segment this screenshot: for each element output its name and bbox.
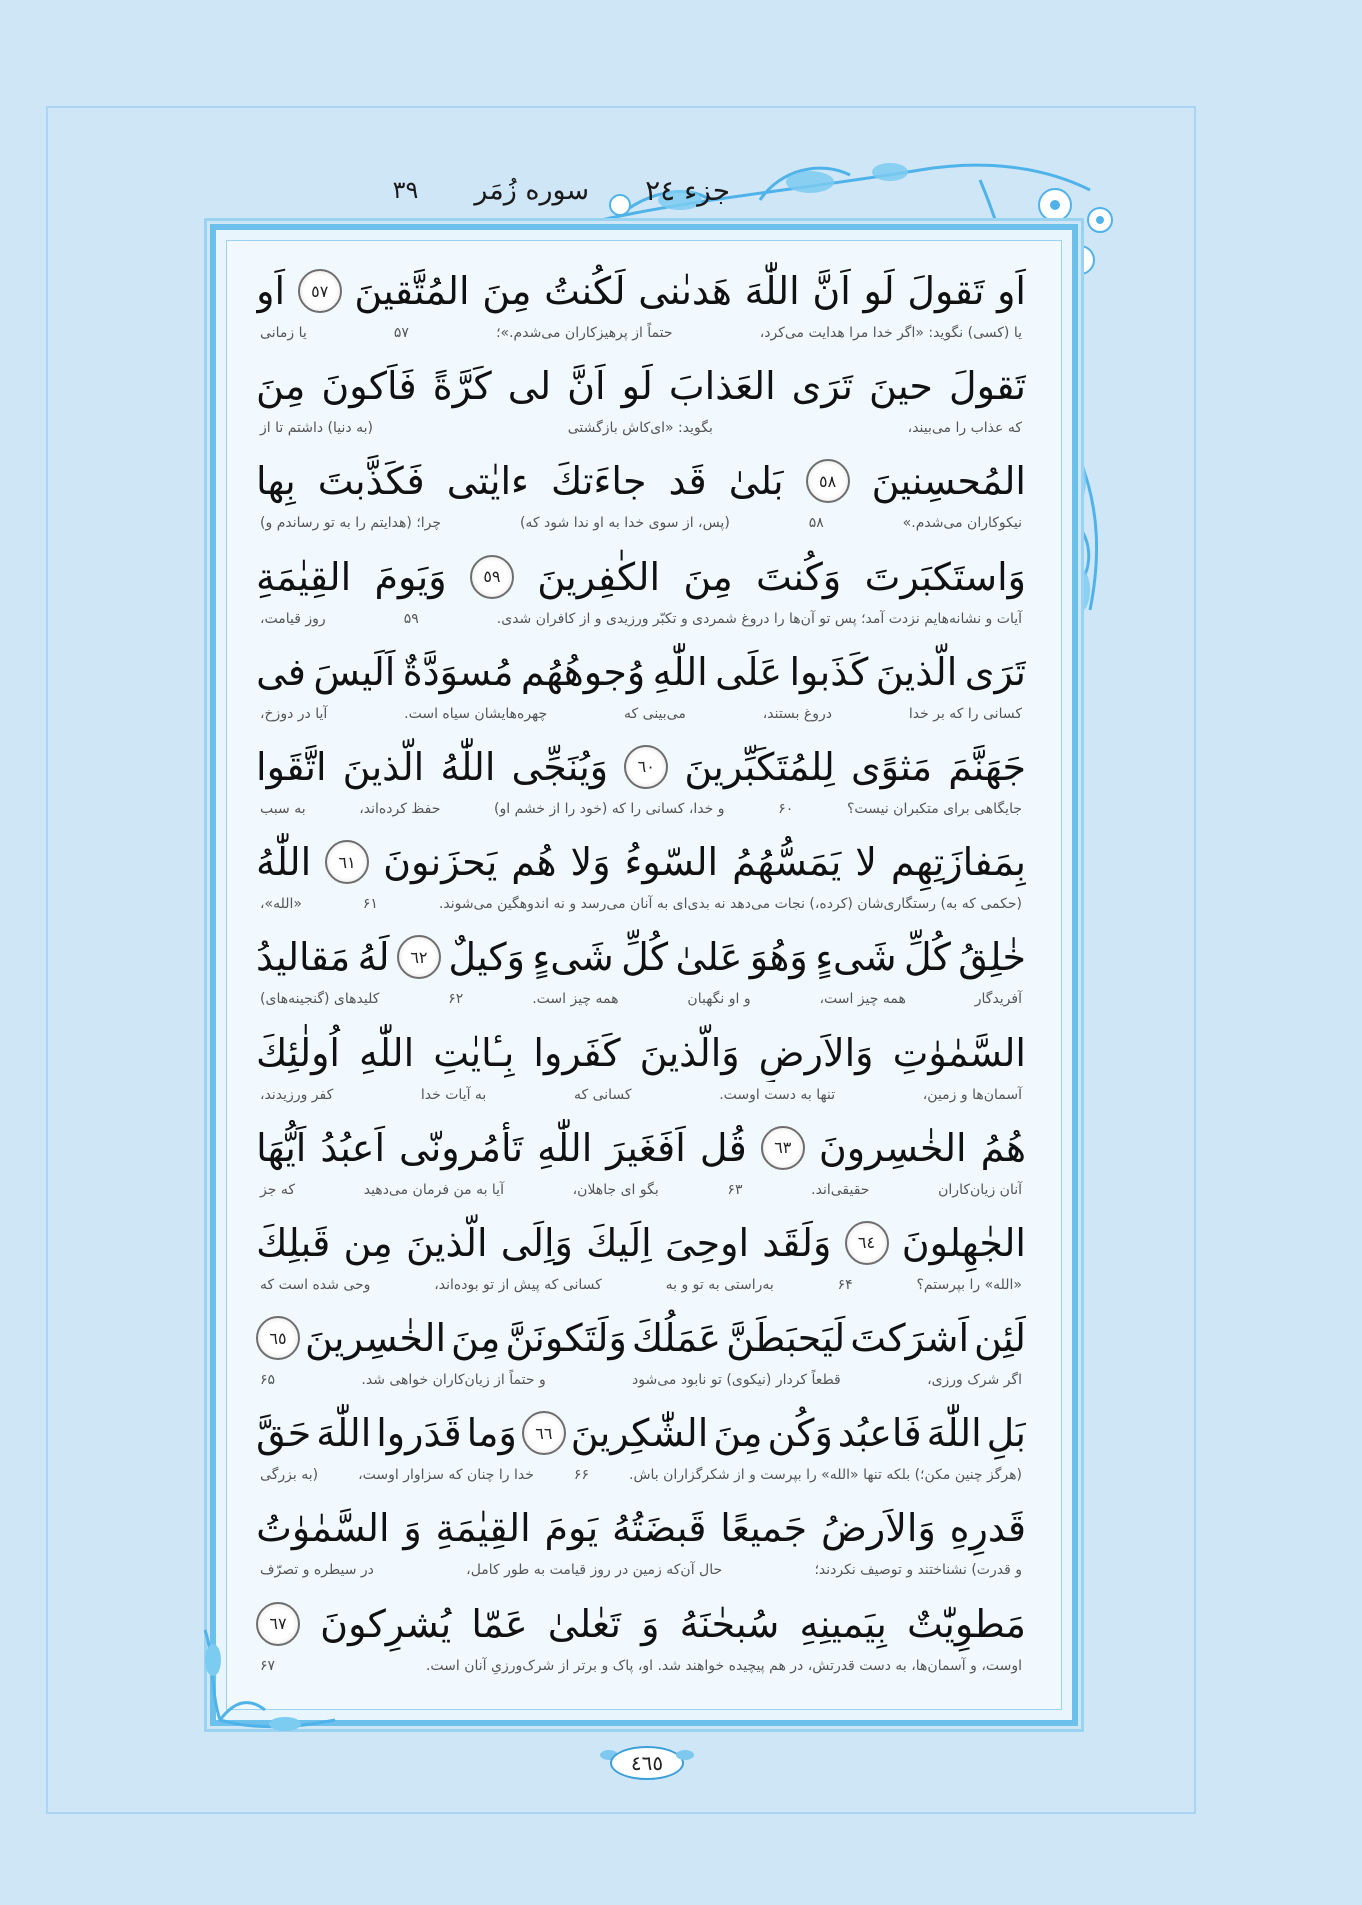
translation-segment: حفظ کرده‌اند،: [359, 800, 441, 817]
persian-translation: [256, 701, 1026, 727]
arabic-word: لَكُنتُ: [544, 269, 626, 313]
arabic-word: عَلَى: [715, 649, 783, 694]
page-number: ٤٦٥: [610, 1746, 684, 1780]
arabic-line: [256, 643, 1026, 701]
text-line: [256, 928, 1026, 1023]
arabic-word: مِنَ: [451, 1316, 501, 1361]
arabic-word: اَلَيسَ: [313, 649, 396, 694]
translation-segment: کسانی که: [573, 1086, 632, 1103]
arabic-word: تَقولَ: [907, 269, 985, 313]
arabic-word: وَكُن: [767, 1411, 833, 1456]
arabic-word: بَلِ: [986, 1411, 1026, 1456]
arabic-word: فَاعبُد: [837, 1411, 922, 1456]
ayah-number-marker: ٥٩: [470, 555, 514, 599]
translation-segment: و قدرت) نشناختند و توصیف نکردند؛: [814, 1562, 1022, 1579]
arabic-word: تَرَى: [791, 364, 853, 409]
arabic-word: كُلِّ: [621, 935, 669, 980]
arabic-line: [256, 452, 1026, 510]
arabic-word: يَمَسُّهُمُ: [732, 840, 842, 885]
translation-segment: ۵۷: [393, 325, 409, 341]
translation-segment: می‌بینی که: [624, 705, 686, 722]
text-line: [256, 1024, 1026, 1119]
text-line: [256, 357, 1026, 452]
arabic-word: وَيَومَ: [374, 554, 447, 599]
arabic-word: قَبلِكَ: [256, 1220, 331, 1265]
juz-label: جزء ٢٤: [645, 173, 730, 207]
arabic-word: اَنَّ: [812, 269, 851, 313]
text-line: [256, 833, 1026, 928]
persian-translation: [256, 1367, 1026, 1393]
arabic-word: قَدرِهِ: [949, 1506, 1026, 1551]
translation-segment: آیا به من فرمان می‌دهید: [363, 1181, 504, 1198]
translation-segment: اگر شرک ورزی،: [927, 1372, 1022, 1389]
translation-segment: آسمان‌ها و زمین،: [922, 1086, 1022, 1103]
translation-segment: آیا در دوزخ،: [260, 705, 328, 722]
arabic-word: مِنَ: [482, 269, 532, 313]
text-lines: [256, 262, 1026, 1690]
ayah-number-marker: ٦٢: [397, 935, 441, 979]
translation-segment: اوست، و آسمان‌ها، به دست قدرتش، در هم پیچیده خواهند شد. او، پاک و برتر از شرک‌ورزیِ آنان است.: [425, 1657, 1022, 1674]
arabic-word: تَأمُرونّى: [399, 1125, 524, 1170]
arabic-word: مِنَ: [713, 1411, 763, 1456]
arabic-word: بِها: [256, 459, 296, 504]
arabic-word: القِيٰمَةِ: [435, 1506, 531, 1551]
arabic-line: [256, 357, 1026, 415]
arabic-word: يُشرِكونَ: [320, 1601, 452, 1646]
arabic-word: بِيَمينِهِ: [799, 1601, 887, 1646]
arabic-word: وَكُنتَ: [756, 554, 842, 599]
arabic-word: اِلَيكَ: [586, 1220, 652, 1265]
arabic-word: اللّٰهَ: [926, 1411, 982, 1456]
arabic-word: جاءَتكَ: [550, 459, 647, 504]
translation-segment: (حکمی که به) رستگاری‌شان (کرده،) نجات می‌دهد نه بدی‌ای به آنان می‌رسد و نه اندوهگین می‌شوند.: [438, 896, 1022, 913]
arabic-word: السَّمٰوٰتِ: [892, 1030, 1026, 1075]
arabic-word: كَرَّةً: [432, 364, 492, 409]
arabic-word: عَمَلُكَ: [631, 1316, 722, 1361]
translation-segment: و او نگهبان: [687, 991, 751, 1008]
translation-segment: (هرگز چنین مکن؛) بلکه تنها «الله» را بپرست و از شکرگزاران باش.: [629, 1467, 1022, 1484]
arabic-word: وَالَّذينَ: [639, 1030, 740, 1075]
arabic-line: [256, 262, 1026, 320]
arabic-word: السّوءُ: [624, 840, 719, 885]
translation-segment: و خدا، کسانی را که (خود را از خشم او): [494, 800, 725, 817]
arabic-word: السَّمٰوٰتُ: [256, 1506, 390, 1551]
ayah-number-marker: ٦٣: [761, 1126, 805, 1170]
persian-translation: [256, 1082, 1026, 1108]
ayah-number-marker: ٦٧: [256, 1602, 300, 1646]
arabic-word: فَاَكونَ: [321, 364, 417, 409]
badge-wing-right: [676, 1750, 694, 1760]
text-line: [256, 1119, 1026, 1214]
arabic-word: لَو: [863, 269, 895, 313]
arabic-word: بَلىٰ: [728, 459, 784, 504]
translation-segment: کلیدهای (گنجینه‌های): [260, 991, 380, 1008]
persian-translation: [256, 606, 1026, 632]
page-header: [380, 170, 730, 210]
arabic-word: هَدىٰنى: [638, 269, 732, 313]
arabic-line: [256, 1024, 1026, 1082]
arabic-word: الخٰسِرينَ: [305, 1316, 447, 1361]
arabic-line: [256, 1595, 1026, 1653]
arabic-word: مَثوًى: [850, 744, 933, 789]
arabic-word: وَيُنَجِّى: [511, 744, 609, 789]
arabic-word: جَميعًا: [720, 1506, 808, 1551]
arabic-word: اللّٰهِ: [537, 1125, 593, 1170]
translation-segment: روز قیامت،: [260, 610, 326, 627]
arabic-word: الجٰهِلونَ: [901, 1220, 1026, 1265]
text-line: [256, 262, 1026, 357]
translation-segment: به سبب: [260, 800, 306, 817]
arabic-word: بِـٔايٰتِ: [433, 1030, 515, 1075]
arabic-word: الشّٰكِرينَ: [570, 1411, 709, 1456]
translation-segment: حال آن‌که زمین در روز قیامت به طور کامل،: [466, 1562, 723, 1579]
persian-translation: [256, 1557, 1026, 1583]
arabic-word: اَو: [256, 269, 286, 313]
arabic-word: خٰلِقُ: [958, 935, 1026, 980]
translation-segment: یا زمانی: [260, 325, 307, 341]
arabic-word: حَقَّ: [256, 1411, 312, 1456]
arabic-word: اوحِىَ: [664, 1220, 750, 1265]
arabic-word: اللّٰهَ: [744, 269, 800, 313]
arabic-word: اَنَّ: [567, 364, 606, 409]
arabic-word: وَهُوَ: [749, 935, 808, 980]
persian-translation: [256, 510, 1026, 536]
translation-segment: یا (کسی) نگوید: «اگر خدا مرا هدایت می‌کرد،: [759, 325, 1022, 341]
arabic-word: مِنَ: [256, 364, 306, 409]
arabic-word: مَقاليدُ: [256, 935, 351, 980]
arabic-word: قَبضَتُهُ: [612, 1506, 707, 1551]
translation-segment: ۶۶: [573, 1467, 589, 1484]
arabic-word: قَد: [668, 459, 707, 504]
arabic-word: الَّذينَ: [875, 649, 958, 694]
arabic-word: القِيٰمَةِ: [256, 554, 352, 599]
arabic-word: جَهَنَّمَ: [948, 744, 1026, 789]
translation-segment: به آیات خدا: [420, 1086, 487, 1103]
ayah-number-marker: ٦٤: [845, 1221, 889, 1265]
translation-segment: «الله»،: [260, 896, 302, 913]
arabic-word: مِن: [343, 1220, 393, 1265]
persian-translation: [256, 1272, 1026, 1298]
arabic-word: هُم: [511, 840, 557, 885]
arabic-word: لَئِن: [974, 1316, 1026, 1361]
persian-translation: [256, 320, 1026, 346]
arabic-word: المُحسِنينَ: [871, 459, 1026, 504]
arabic-word: بِمَفازَتِهِم: [890, 840, 1026, 885]
arabic-word: وَ: [641, 1601, 660, 1646]
arabic-word: عَمّا: [471, 1601, 528, 1646]
translation-segment: خدا را چنان که سزاوار اوست،: [358, 1467, 534, 1484]
arabic-word: شَىءٍ: [532, 935, 614, 980]
arabic-word: وُجوهُهُم: [520, 649, 646, 694]
translation-segment: ۵۹: [403, 610, 419, 627]
arabic-word: اُولٰئِكَ: [256, 1030, 340, 1075]
translation-segment: قطعاً کردار (نیکوی) تو نابود می‌شود: [632, 1372, 841, 1389]
translation-segment: ۶۴: [837, 1276, 853, 1293]
arabic-word: تَقولَ: [948, 364, 1026, 409]
translation-segment: وحی شده است که: [260, 1276, 371, 1293]
arabic-word: فى: [256, 649, 306, 694]
arabic-word: قُل: [699, 1125, 747, 1170]
arabic-line: [256, 1499, 1026, 1557]
arabic-line: [256, 738, 1026, 796]
arabic-word: تَرَى: [964, 649, 1026, 694]
ayah-number-marker: ٦٠: [624, 745, 668, 789]
arabic-word: العَذابَ: [668, 364, 776, 409]
arabic-word: مِنَ: [683, 554, 733, 599]
arabic-word: لَيَحبَطَنَّ: [726, 1316, 846, 1361]
arabic-word: كَفَروا: [533, 1030, 621, 1075]
translation-segment: (پس، از سوی خدا به او ندا شود که): [519, 515, 730, 532]
translation-segment: جایگاهی برای متکبران نیست؟: [846, 800, 1022, 817]
arabic-word: يَحزَنونَ: [383, 840, 498, 885]
arabic-word: اتَّقَوا: [256, 744, 327, 789]
arabic-word: لى: [507, 364, 552, 409]
arabic-word: الَّذينَ: [405, 1220, 488, 1265]
arabic-word: وَلَقَد: [762, 1220, 832, 1265]
arabic-word: لَهُ: [357, 935, 390, 980]
arabic-word: لا: [855, 840, 877, 885]
persian-translation: [256, 1653, 1026, 1679]
persian-translation: [256, 986, 1026, 1012]
translation-segment: بگوید: «ای‌کاش بازگشتی: [567, 420, 713, 437]
arabic-word: وَلَتَكونَنَّ: [505, 1316, 627, 1361]
translation-segment: تنها به دست اوست.: [719, 1086, 836, 1103]
translation-segment: نیکوکاران می‌شدم.»: [902, 515, 1022, 532]
arabic-word: كُلِّ: [903, 935, 951, 980]
persian-translation: [256, 1462, 1026, 1488]
arabic-line: [256, 1404, 1026, 1462]
translation-segment: (به بزرگی: [260, 1467, 319, 1484]
translation-segment: دروغ بستند،: [762, 705, 832, 722]
translation-segment: بگو ای جاهلان،: [572, 1181, 659, 1198]
translation-segment: به‌راستی به تو و به: [665, 1276, 774, 1293]
arabic-word: اَشرَكتَ: [850, 1316, 970, 1361]
translation-segment: آیات و نشانه‌هایم نزدت آمد؛ پس تو آن‌ها را دروغ شمردی و تکبّر ورزیدی و از کافران شدی.: [496, 610, 1022, 627]
arabic-line: [256, 548, 1026, 606]
translation-segment: کسانی را که بر خدا: [908, 705, 1022, 722]
translation-segment: ۶۰: [778, 800, 794, 817]
text-line: [256, 738, 1026, 833]
translation-segment: ۶۵: [260, 1372, 276, 1389]
translation-segment: که عذاب را می‌بیند،: [907, 420, 1022, 437]
translation-segment: چرا؛ (هدایتم را به تو رساندم و): [260, 515, 442, 532]
arabic-word: الخٰسِرونَ: [818, 1125, 967, 1170]
arabic-word: المُتَّقينَ: [354, 269, 470, 313]
text-line: [256, 1404, 1026, 1499]
surah-name: سوره زُمَر: [474, 174, 590, 206]
translation-segment: چهره‌هایشان سیاه است.: [404, 705, 548, 722]
persian-translation: [256, 891, 1026, 917]
persian-translation: [256, 1177, 1026, 1203]
arabic-word: وَاِلَى: [500, 1220, 573, 1265]
text-line: [256, 643, 1026, 738]
arabic-word: فَكَذَّبتَ: [317, 459, 425, 504]
arabic-word: اَيُّهَا: [256, 1125, 307, 1170]
persian-translation: [256, 796, 1026, 822]
arabic-word: لِلمُتَكَبِّرينَ: [684, 744, 835, 789]
translation-segment: همه چیز است.: [532, 991, 619, 1008]
translation-segment: ۶۱: [362, 896, 378, 913]
translation-segment: ۶۷: [260, 1657, 276, 1674]
arabic-word: تَعٰلىٰ: [547, 1601, 621, 1646]
translation-segment: ۵۸: [808, 515, 824, 532]
translation-segment: حقیقی‌اند.: [811, 1181, 870, 1198]
translation-segment: که جز: [260, 1181, 296, 1198]
arabic-word: اَو: [997, 269, 1026, 313]
arabic-word: لَو: [621, 364, 653, 409]
text-line: [256, 1214, 1026, 1309]
translation-segment: آفریدگار: [974, 991, 1022, 1008]
arabic-word: هُمُ: [980, 1125, 1026, 1170]
arabic-word: اللّٰهُ: [440, 744, 496, 789]
arabic-word: وَ: [403, 1506, 422, 1551]
translation-segment: در سیطره و تصرّف: [260, 1562, 374, 1579]
translation-segment: «الله» را بپرستم؟: [916, 1276, 1022, 1293]
text-line: [256, 1499, 1026, 1594]
arabic-word: قَدَروا: [376, 1411, 462, 1456]
arabic-line: [256, 1309, 1026, 1367]
arabic-word: يَومَ: [544, 1506, 599, 1551]
text-line: [256, 452, 1026, 547]
arabic-word: عَلىٰ: [675, 935, 743, 980]
arabic-line: [256, 833, 1026, 891]
arabic-line: [256, 1214, 1026, 1272]
arabic-word: اَعبُدُ: [320, 1125, 386, 1170]
ayah-number-marker: ٦٦: [522, 1411, 566, 1455]
translation-segment: و حتماً از زیان‌کاران خواهی شد.: [361, 1372, 546, 1389]
ayah-number-marker: ٦٥: [256, 1316, 300, 1360]
page-number-badge: [606, 1740, 688, 1786]
arabic-word: مَطوِيّٰتٌ: [906, 1601, 1026, 1646]
arabic-word: اللّٰهِ: [359, 1030, 415, 1075]
translation-segment: حتماً از پرهیزکاران می‌شدم.»؛: [496, 325, 673, 341]
arabic-line: [256, 928, 1026, 986]
text-line: [256, 548, 1026, 643]
arabic-word: وَاستَكبَرتَ: [864, 554, 1026, 599]
translation-segment: ۶۲: [448, 991, 464, 1008]
arabic-word: وَلا: [570, 840, 611, 885]
surah-number: ٣٩: [392, 176, 419, 204]
arabic-word: الَّذينَ: [342, 744, 425, 789]
translation-segment: (به دنیا) داشتم تا از: [260, 420, 373, 437]
ayah-number-marker: ٥٧: [298, 269, 342, 313]
translation-segment: ۶۳: [727, 1181, 743, 1198]
arabic-word: مُسوَدَّةٌ: [402, 649, 514, 694]
arabic-word: اللّٰهِ: [652, 649, 708, 694]
arabic-word: وَكيلٌ: [448, 935, 525, 980]
persian-translation: [256, 415, 1026, 441]
arabic-word: كَذَبوا: [789, 649, 869, 694]
arabic-word: شَىءٍ: [815, 935, 897, 980]
translation-segment: کسانی که پیش از تو بوده‌اند،: [434, 1276, 602, 1293]
arabic-word: حينَ: [869, 364, 933, 409]
arabic-word: الكٰفِرينَ: [537, 554, 661, 599]
arabic-word: وَما: [466, 1411, 517, 1456]
arabic-word: وَالاَرضُ: [820, 1506, 936, 1551]
ayah-number-marker: ٦١: [325, 840, 369, 884]
arabic-word: سُبحٰنَهُ: [679, 1601, 780, 1646]
ayah-number-marker: ٥٨: [806, 459, 850, 503]
arabic-word: ءايٰتى: [446, 459, 529, 504]
arabic-line: [256, 1119, 1026, 1177]
arabic-word: اللّٰهَ: [316, 1411, 372, 1456]
text-line: [256, 1309, 1026, 1404]
arabic-word: اللّٰهُ: [256, 840, 312, 885]
translation-segment: کفر ورزیدند،: [260, 1086, 334, 1103]
arabic-word: وَالاَرضِ: [758, 1030, 874, 1075]
translation-segment: آنان زیان‌کاران: [938, 1181, 1022, 1198]
arabic-word: اَفَغَيرَ: [606, 1125, 686, 1170]
translation-segment: همه چیز است،: [819, 991, 906, 1008]
text-line: [256, 1595, 1026, 1690]
